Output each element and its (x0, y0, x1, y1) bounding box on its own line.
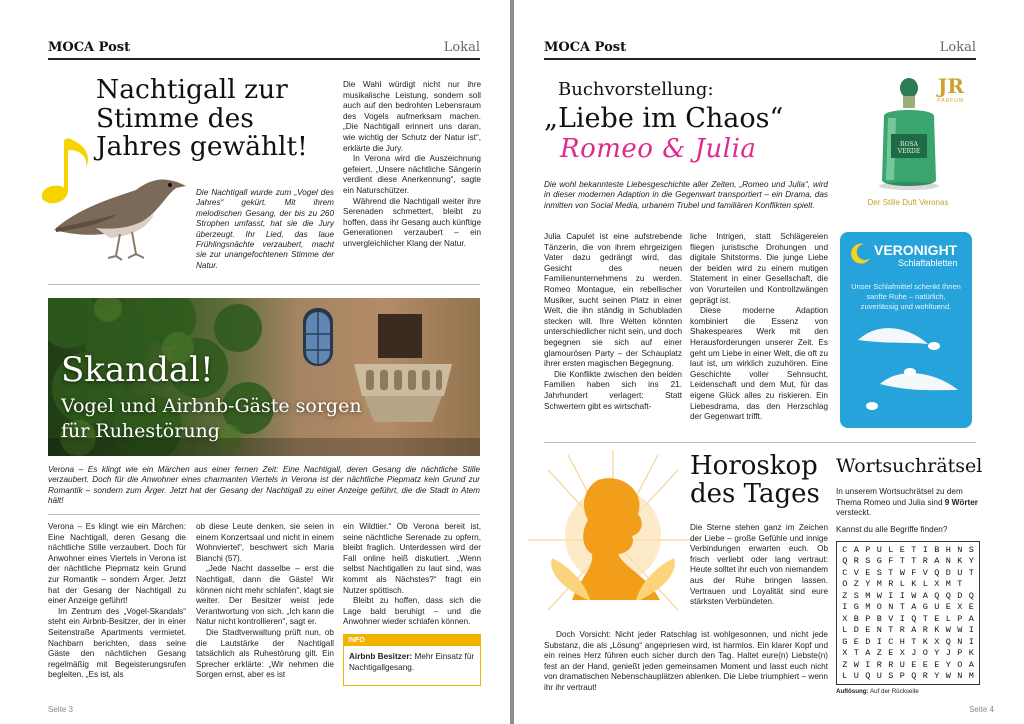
wordsearch-solution (836, 688, 919, 695)
grid-cell[interactable]: G (853, 602, 859, 613)
solution-text: Auf der Rückseite (868, 688, 919, 695)
grid-cell[interactable]: Q (865, 671, 871, 682)
page-number: Seite 3 (48, 705, 73, 714)
grid-cell[interactable]: O (842, 579, 848, 590)
grid-cell[interactable]: Q (934, 567, 940, 578)
grid-cell[interactable]: O (876, 602, 882, 613)
grid-cell[interactable]: N (876, 625, 882, 636)
grid-cell[interactable]: Q (945, 636, 951, 647)
grid-cell[interactable]: I (968, 625, 974, 636)
grid-cell[interactable]: T (888, 625, 894, 636)
grid-cell[interactable]: L (888, 544, 894, 555)
grid-cell[interactable]: Z (842, 590, 848, 601)
grid-cell[interactable]: C (888, 636, 894, 647)
wordsearch-headline: Wortsuchrätsel (836, 455, 983, 477)
body-paragraph: ein Wildtier.“ Ob Verona bereit ist, seine nächtliche Serenade zu opfern, bleibt fraglich. Unterdessen wird der Fall online heiß diskutiert. „Wenn selbst Nachtigallen zu laut sind, was kommt als Nächstes?“ fragt ein Nutzer spöttisch. (343, 522, 481, 595)
solution-bold: Auflösung: (836, 688, 869, 695)
grid-cell[interactable]: Z (853, 579, 859, 590)
grid-cell[interactable]: T (957, 579, 963, 590)
grid-cell[interactable]: C (842, 544, 848, 555)
grid-cell[interactable]: N (957, 544, 963, 555)
grid-cell[interactable]: U (876, 671, 882, 682)
grid-cell[interactable]: G (842, 636, 848, 647)
header-section: Lokal (443, 40, 480, 55)
grid-cell[interactable]: J (945, 648, 951, 659)
grid-cell[interactable]: W (957, 625, 963, 636)
grid-cell[interactable]: D (865, 636, 871, 647)
grid-cell[interactable]: K (911, 579, 917, 590)
grid-cell[interactable]: G (922, 602, 928, 613)
grid-cell[interactable]: A (968, 659, 974, 670)
grid-cell[interactable]: M (968, 671, 974, 682)
grid-cell[interactable]: X (899, 648, 905, 659)
perfume-logo: JR (937, 74, 964, 98)
music-note-icon (42, 138, 88, 203)
grid-cell[interactable]: X (934, 579, 940, 590)
grid-cell[interactable]: Q (911, 671, 917, 682)
grid-cell[interactable]: W (945, 625, 951, 636)
grid-cell[interactable]: R (922, 625, 928, 636)
grid-cell[interactable]: E (853, 636, 859, 647)
grid-cell[interactable]: O (957, 659, 963, 670)
grid-cell[interactable]: Z (876, 648, 882, 659)
grid-cell[interactable]: A (911, 602, 917, 613)
grid-cell[interactable]: X (934, 636, 940, 647)
grid-cell[interactable]: X (842, 613, 848, 624)
wordsearch-question: Kannst du alle Begriffe finden? (836, 525, 948, 534)
grid-cell[interactable]: P (899, 671, 905, 682)
body-paragraph: Die Wahl würdigt nicht nur ihre musikalische Leistung, sondern soll auch auf den bedrohten Lebensraum des Vogels aufmerksam machen. „Die Nachtigall erinnert uns daran, wie wichtig der Schutz der Natur ist“, erklärte die Jury. (343, 80, 481, 153)
book-teaser: Die wohl bekannteste Liebesgeschichte aller Zeiten, „Romeo und Julia“, wird in dieser modernen Adaption in die Gegenwart transportiert – ein Drama, das inmitten von Social Media, urbanem Trubel und familiären Konflikten spielt. (544, 180, 828, 210)
grid-cell[interactable]: I (899, 613, 905, 624)
perfume-bottle-icon (876, 76, 942, 194)
bird-icon (54, 179, 186, 260)
grid-cell[interactable]: D (945, 567, 951, 578)
grid-cell[interactable]: T (968, 567, 974, 578)
body-paragraph: Die Stadtverwaltung prüft nun, ob die Lautstärke der Nachtigall tatsächlich als Ruhestörung gilt. Ein Sprecher erklärte: „Wir nehmen die Sorgen ernst, aber es ist (196, 627, 334, 680)
info-box (343, 634, 481, 686)
grid-cell[interactable]: S (865, 556, 871, 567)
grid-cell[interactable]: N (945, 556, 951, 567)
scandal-column-1 (48, 522, 186, 681)
grid-cell[interactable]: K (922, 636, 928, 647)
grid-cell[interactable]: Y (968, 556, 974, 567)
grid-cell[interactable]: G (876, 556, 882, 567)
grid-cell[interactable]: Q (911, 613, 917, 624)
grid-cell[interactable]: T (899, 602, 905, 613)
grid-cell[interactable]: N (957, 636, 963, 647)
grid-cell[interactable]: Y (934, 648, 940, 659)
grid-cell[interactable]: U (934, 602, 940, 613)
body-paragraph: Die Konflikte zwischen den beiden Familien haben sich ins 21. Jahrhundert verlagert: Statt Schwertern gibt es wirtschaft- (544, 369, 682, 411)
body-paragraph: „Jede Nacht dasselbe – erst die Nachtigall, dann die Gäste! Wir können nicht mehr schlafen“, klagt sie weiter. Der Besitzer weist jede Verantwortung von sich. „Ich kann die Natur nicht kontrollieren“, sagt er. (196, 564, 334, 627)
info-text (344, 646, 480, 679)
body-paragraph: In Verona wird die Auszeichnung gefeiert. „Unsere nächtliche Sängerin verdient diese Anerkennung“, sagte ein Naturschützer. (343, 154, 481, 195)
veronight-product: Schlaftabletten (898, 258, 958, 268)
perfume-logo-sub: PARFUM (937, 98, 964, 104)
balcony-photo (48, 298, 480, 456)
grid-cell[interactable]: H (899, 636, 905, 647)
grid-cell[interactable]: S (853, 590, 859, 601)
nightingale-body (343, 80, 481, 250)
nightingale-headline: Nachtigall zur Stimme des Jahres gewählt! (96, 74, 308, 163)
veronight-ad (840, 232, 972, 428)
grid-cell[interactable]: K (968, 648, 974, 659)
grid-cell[interactable]: B (853, 613, 859, 624)
veronight-text: Unser Schlafmittel schenkt Ihnen sanfte Ruhe – natürlich, zuverlässig und wohltuend. (851, 282, 961, 311)
grid-cell[interactable]: P (865, 613, 871, 624)
grid-cell[interactable]: R (888, 579, 894, 590)
body-paragraph: Julia Capulet ist eine aufstrebende Tänzerin, die von ihrem ehrgeizigen Vater dazu gedrängt wird, das Gesicht des neuen Familienunternehmens zu werden. Romeo Montague, ein rebellischer Musiker, sucht seinen Platz in einer Welt, die ihn ständig in Schubladen stecken will. Ihre Welten könnten unterschiedlicher nicht sein, und doch begegnen sie sich auf einer glamourösen Party – der Schauplatz ihrer ersten magischen Begegnung. (544, 232, 682, 369)
grid-cell[interactable]: A (968, 613, 974, 624)
grid-cell[interactable]: Q (842, 556, 848, 567)
page-header (48, 38, 480, 60)
intro-text: In unserem Wortsuchrätsel zu dem Thema Romeo und Julia sind (836, 487, 963, 507)
right-page (514, 0, 1024, 724)
nightingale-teaser: Die Nachtigall wurde zum „Vogel des Jahres“ gekürt. Mit ihrem melodischen Gesang, der bis zu 260 Strophen umfasst, hat sie die Jury überzeugt. Ihr Lied, das laue Frühlingsnächte verzaubert, macht sie zur unangefochtenen Stimme der Natur. (196, 188, 334, 270)
grid-cell[interactable]: J (911, 648, 917, 659)
horoscope-headline: Horoskop des Tages (690, 451, 820, 510)
grid-cell[interactable]: A (934, 556, 940, 567)
grid-cell[interactable]: N (957, 671, 963, 682)
body-paragraph: ob diese Leute denken, sie seien in einem Konzertsaal und nicht in einem Wohnviertel“, beschwert sich Maria Bianchi (57). (196, 522, 334, 563)
scandal-column-2 (196, 522, 334, 681)
grid-cell[interactable]: T (899, 556, 905, 567)
feathers-pills-illustration (840, 320, 972, 428)
grid-cell[interactable]: W (853, 659, 859, 670)
grid-cell[interactable]: L (842, 625, 848, 636)
divider (48, 514, 480, 515)
grid-cell[interactable]: U (853, 671, 859, 682)
perfume-label-line-1: ROSA (900, 141, 918, 148)
perfume-tagline: Der Stille Duft Veronas (867, 198, 949, 207)
page-header (544, 38, 976, 60)
body-paragraph: Während die Nachtigall weiter ihre Serenaden schmettert, bleibt zu hoffen, dass ihr Gesang auch künftige Generationen verzaubert – ein unvergleichlicher Klang der Natur. (343, 196, 481, 248)
grid-cell[interactable]: I (968, 636, 974, 647)
grid-cell[interactable]: L (945, 613, 951, 624)
grid-cell[interactable]: E (934, 659, 940, 670)
body-paragraph: Bleibt zu hoffen, dass sich die Lage bald beruhigt – und die Anwohner wieder schlafen können. (343, 596, 481, 627)
grid-cell[interactable]: A (865, 648, 871, 659)
grid-cell[interactable]: B (876, 613, 882, 624)
grid-cell[interactable]: L (899, 579, 905, 590)
grid-cell[interactable]: P (957, 648, 963, 659)
page-number: Seite 4 (969, 705, 994, 714)
grid-cell[interactable]: L (842, 671, 848, 682)
book-column-1 (544, 232, 682, 412)
grid-cell[interactable]: K (934, 625, 940, 636)
grid-cell[interactable]: E (888, 648, 894, 659)
grid-cell[interactable]: N (888, 602, 894, 613)
grid-cell[interactable]: I (899, 590, 905, 601)
perfume-label (882, 141, 936, 155)
body-paragraph: Im Zentrum des „Vogel-Skandals“ steht ein Airbnb-Besitzer, der in einer Seitenstraße Apartments vermietet. Nachbarn berichten, dass seine Gäste den nächtlichen Gesang regelmäßig mit Begeisterungsrufen begleiten. „Es ist, als (48, 606, 186, 680)
grid-cell[interactable]: Q (934, 590, 940, 601)
grid-cell[interactable]: M (865, 590, 871, 601)
grid-cell[interactable]: M (865, 602, 871, 613)
perfume-label-line-2: VERDE (897, 148, 921, 155)
grid-cell[interactable]: I (922, 544, 928, 555)
perfume-ad (838, 70, 978, 216)
left-page (0, 0, 510, 724)
grid-cell[interactable]: K (957, 556, 963, 567)
grid-cell[interactable]: E (945, 602, 951, 613)
body-paragraph: liche Intrigen, statt Schlägereien fliegen juristische Drohungen und digitale Shitstorms. Die junge Liebe der beiden wird zu einem mutigen Statement in einer Gesellschaft, die von Vorurteilen und Kontrollzwängen geprägt ist. (690, 232, 828, 305)
grid-cell[interactable]: W (945, 671, 951, 682)
grid-cell[interactable]: U (899, 659, 905, 670)
grid-cell[interactable]: W (876, 590, 882, 601)
grid-cell[interactable]: F (911, 567, 917, 578)
grid-cell[interactable]: E (911, 659, 917, 670)
horoscope-illustration (528, 450, 698, 628)
grid-cell[interactable]: S (876, 567, 882, 578)
info-bold: Airbnb Besitzer: (349, 652, 413, 661)
book-title: „Liebe im Chaos“ (544, 103, 784, 134)
grid-cell[interactable]: B (934, 544, 940, 555)
grid-cell[interactable]: R (876, 659, 882, 670)
book-subtitle: Romeo & Julia (560, 134, 757, 164)
grid-cell[interactable]: D (853, 625, 859, 636)
grid-cell[interactable]: A (911, 625, 917, 636)
intro-text-end: versteckt. (836, 508, 872, 518)
intro-bold: 9 Wörter (944, 497, 978, 507)
body-paragraph: Verona – Es klingt wie ein Märchen: Eine Nachtigall, deren Gesang die nächtliche Stille verzaubert. Doch für Anwohner eines Viertels in Verona ist der nächtliche Piepmatz kein Grund zur Romantik – sondern Ärger. Jetzt hat der Gesang der Nachtigall zu einer Anzeige geführt! (48, 522, 186, 606)
grid-cell[interactable]: Q (945, 590, 951, 601)
grid-cell[interactable]: P (957, 613, 963, 624)
scandal-column-3 (343, 522, 481, 628)
grid-cell[interactable]: H (945, 544, 951, 555)
scandal-teaser: Verona – Es klingt wie ein Märchen aus einer fernen Zeit: Eine Nachtigall, deren Gesang die nächtliche Stille verzaubert. Doch für die Anwohner eines charmanten Viertels in Verona ist der nächtliche Piepmatz kein Grund zur Romantik – sondern zum Ärger. Jetzt hat der Gesang der Nachtigall zu einer Anzeige geführt, die die Stadt in Atem hält! (48, 465, 480, 506)
grid-cell[interactable]: T (911, 556, 917, 567)
grid-cell[interactable]: E (968, 602, 974, 613)
grid-cell[interactable]: E (865, 567, 871, 578)
grid-cell[interactable]: S (968, 544, 974, 555)
grid-cell[interactable]: E (934, 613, 940, 624)
book-column-2 (690, 232, 828, 423)
grid-cell[interactable]: Q (968, 590, 974, 601)
grid-cell[interactable]: R (922, 556, 928, 567)
book-kicker: Buchvorstellung: (558, 79, 714, 100)
header-section: Lokal (939, 40, 976, 55)
grid-cell[interactable]: T (911, 544, 917, 555)
grid-cell[interactable]: M (876, 579, 882, 590)
grid-cell[interactable]: T (922, 613, 928, 624)
wordsearch-intro (836, 487, 980, 519)
grid-cell[interactable]: X (842, 648, 848, 659)
grid-cell[interactable]: W (911, 590, 917, 601)
scandal-subheadline: Vogel und Airbnb-Gäste sorgen für Ruhestörung (61, 395, 362, 442)
grid-cell[interactable]: A (853, 544, 859, 555)
grid-cell[interactable]: R (888, 659, 894, 670)
divider (48, 284, 480, 285)
grid-cell[interactable]: E (899, 544, 905, 555)
header-title: MOCA Post (48, 40, 131, 55)
grid-cell[interactable]: E (865, 625, 871, 636)
grid-cell[interactable]: L (922, 579, 928, 590)
grid-cell[interactable]: C (842, 567, 848, 578)
grid-cell[interactable]: Y (934, 671, 940, 682)
grid-cell[interactable]: O (922, 648, 928, 659)
grid-cell[interactable]: U (957, 567, 963, 578)
grid-cell[interactable]: T (911, 636, 917, 647)
grid-cell[interactable]: I (876, 636, 882, 647)
veronight-brand: VERONIGHT (874, 242, 958, 258)
body-paragraph: Diese moderne Adaption kombiniert die Essenz von Shakespeares Werk mit den Herausforderungen unserer Zeit. Es geht um Liebe in einer Welt, die oft zu laut ist, um wirklich zuzuhören. Eine Geschichte voller Sehnsucht, Leidenschaft und dem Mut, für das eigene Glück alles zu riskieren. Ein Liebesdrama, das den Herzschlag der Gegenwart trifft. (690, 306, 828, 422)
info-body: Mehr Einsatz für Nachtigallgesang. (349, 652, 475, 672)
grid-cell[interactable]: V (888, 613, 894, 624)
scandal-headline: Skandal! (61, 350, 214, 390)
grid-cell[interactable]: Z (842, 659, 848, 670)
grid-cell[interactable]: V (853, 567, 859, 578)
moon-icon (850, 242, 872, 264)
grid-cell[interactable]: F (888, 556, 894, 567)
grid-cell[interactable]: X (957, 602, 963, 613)
grid-cell[interactable]: R (899, 625, 905, 636)
grid-cell[interactable]: Y (865, 579, 871, 590)
grid-cell[interactable]: M (945, 579, 951, 590)
grid-cell[interactable]: V (922, 567, 928, 578)
grid-cell[interactable]: I (888, 590, 894, 601)
grid-cell[interactable]: R (853, 556, 859, 567)
info-label: INFO (344, 635, 480, 646)
grid-cell[interactable]: P (865, 544, 871, 555)
grid-cell[interactable]: I (865, 659, 871, 670)
grid-cell[interactable]: W (899, 567, 905, 578)
grid-cell[interactable]: U (876, 544, 882, 555)
grid-cell[interactable]: R (922, 671, 928, 682)
grid-cell[interactable]: Y (945, 659, 951, 670)
grid-cell[interactable]: T (888, 567, 894, 578)
grid-cell[interactable]: E (922, 659, 928, 670)
grid-cell[interactable]: S (888, 671, 894, 682)
header-title: MOCA Post (544, 40, 627, 55)
divider (544, 442, 976, 443)
wordsearch-grid (836, 541, 980, 685)
grid-cell[interactable]: I (842, 602, 848, 613)
grid-cell[interactable]: A (922, 590, 928, 601)
horoscope-paragraph-2: Doch Vorsicht: Nicht jeder Ratschlag ist wohlgesonnen, und nicht jede Substanz, die als „Lösung“ angepriesen wird, ist harmlos. Ein klarer Kopf und ein reines Herz führen euch sicher durch den Tag. Haltet eure(n) Liebste(n) fest an der Hand, genießt jeden gemeinsamen Moment und lasst euch nicht von dramatischen Nebenschauplätzen ablenken. Die Liebe triumphiert – wenn ihr ihr vertraut! (544, 630, 828, 692)
grid-cell[interactable]: D (957, 590, 963, 601)
horoscope-paragraph-1: Die Sterne stehen ganz im Zeichen der Liebe – große Gefühle und innige Verbindungen erwarten euch. Ob frisch verliebt oder lang vertraut: Heute solltet ihr euch von niemandem aus der Ruhe bringen lassen. Vertrauen und Loyalität sind eure stärksten Verbündeten. (690, 523, 828, 607)
grid-cell[interactable]: T (853, 648, 859, 659)
